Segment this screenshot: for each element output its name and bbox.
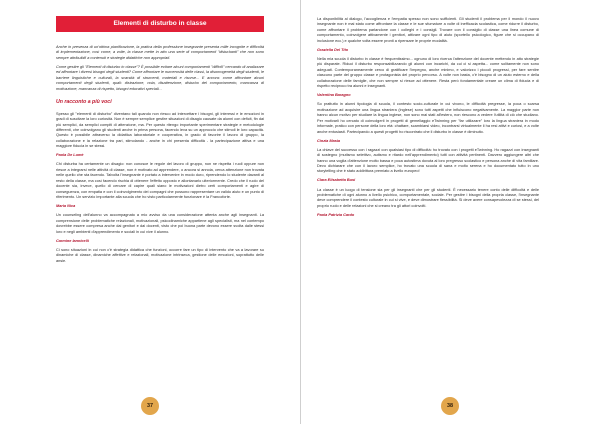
author-name: Cinzia Masia: [317, 138, 341, 143]
body-paragraph: Chi disturba ha certamente un disagio: non conosce le regole del lavoro di gruppo, non ne rispetta i ruoli oppure non riesce a integrarsi nelle attività di classe, non è motivato ad apprendere, o ancora si annoia, cerca attenzione non trovata nelle quello che sta facendo. Talvolta l'insegnante è portato a intervenire in modo duro, riprendendo lo studente davanti al resto della classe, ma così facendo rischia di ottenere l'effetto opposto e allontanarlo ulteriormente. Credo che il ruolo del docente sia, invece, quello di cercare di capire quali siano le motivazioni dietro certi comportamenti e agire di conseguenza, con empatia e con il coinvolgimento dei compagni che possono rappresentare un valido aiuto e un punto di riferimento. Un servizio importante alla scuola che ho visto particolarmente funzionare è la Francoforte.: [56, 162, 264, 200]
author-name: Paola De Lumè: [56, 153, 84, 158]
page-banner: Elementi di disturbo in classe: [56, 16, 264, 32]
page-number: 38: [441, 397, 459, 415]
author-name: Maria Nica: [56, 204, 76, 209]
author-name: Valentina Baragno: [317, 93, 351, 98]
body-paragraph: So prattutto in alunni tipologia di scuola, il contesto socio-culturale in cui vivono, le difficoltà pregresse, la poca o scarsa motivazione ad acquisire una lingua straniera (inglese) sono tutti aspetti che influiscono negativamente. La maggior parte non hanno alcun motivo per studiare la lingua inglese, non sono mai stati all'estero, non riescono a vedere l'utilità di ciò che studiano. Per motivarli ho cercato di coinvolgerli in progetti di gemellaggio eTwinning per "far utilizzare" loro la lingua straniera in modo informale, pratico con persone della loro età: chattare, scambiarsi video, incontrarsi virtualmente li ha resi attivi e curiosi, e a volte anche entusiasti. Partecipando a questi progetti ho riscontrato che il disturbo in classe è diminuito.: [317, 102, 539, 134]
author-name: Clara Elisabetta Busi: [317, 178, 356, 183]
body-paragraph: Un counseling dell'alunno va accompagnato a mio avviso da una considerazione attenta anche agli insegnanti. La comprensione delle problematiche relazionali, motivazionali, psicodinamiche appartiene agli specialisti, ma nel contempo dovrebbe essere compresa anche dai genitori e dai docenti, visto che poi buona parte devono essere svolta dalle stessi loro e negli ambienti d'apprendimento e sociali in cui vive il alunno.: [56, 213, 264, 234]
left-column: [56, 45, 264, 268]
body-paragraph: La classe è un luogo di tensione sia per gli insegnanti che per gli studenti. È necessario tenere conto delle difficoltà e delle problematiche di ogni alunno a livello psichico, comportamentale, sociale. Per gestire i bisogni della propria classe, l'insegnante deve comprendere il contesto culturale in cui si vive, e deve dimostrare flessibilità. Si deve avere consapevolezza di se stessi, del proprio ruolo e delle relazioni che si creano tra gli attori coinvolti.: [317, 187, 539, 208]
intro-paragraph-2: Come gestire gli "Elementi di disturbo in classe"? È possibile evitare alcuni comportamenti "difficili" cercando di analizzare ed affrontare i diversi bisogni degli studenti? Come affrontare le numerosità delle classi, la disomogeneità degli studenti, le barriere linguistiche e culturali, la scarsità di strumenti, materiali e risorse... E ancora: come affrontare alcuni comportamenti degli studenti, quali: distrazione, noia, disattenzione, disturbo del comportamento, mancanza di motivazione, mancanza di rispetto, bisogni educativi speciali...: [56, 64, 264, 91]
author-name: Carmine Iannicelli: [56, 238, 89, 243]
body-paragraph: La disponibilità al dialogo, l'accoglienza e l'empatia spesso non sono sufficienti. Gli studenti il problema per il mondo il nuovo insegnante non è mai stato come affrontare la classe e le sue sfumature a volte di inefficacia scolastica, come ridurre il disturbo, come affrontare il problema parlandone con i colleghi e i consigli. Trovare con il consiglio di classe una linea comune di comportamento, coinvolgere attivamente i genitori, attivare ogni tipo di aiuto (sportello psicologico, figure che si occupano di inclusione ecc.) e qualche volta essere pronti a ripensare le proprie modalità.: [317, 17, 539, 43]
right-column: [317, 17, 539, 222]
body-paragraph: La chiave del successo con i ragazzi con qualsiasi tipo di difficoltà: ho trovato con i progetti eTwinning. Ho ragazzi con insegnanti di sostegno (mutismo selettivo, autismo e ritardo nell'apprendimento) tutti con attività pertinenti. Davvero aggiungere altri che hanno una voglia d'attenzione molto bassa e poca autostima dovuta al loro pregresso scolastico e persona anche di vita familiare. Devo dichiarare che con il lavoro semplice, ho trovato una scuola di sana e molto serena e ho documentato tutto in uno storytelling che è stato addirittura premiato a livello europeo!: [317, 147, 539, 174]
body-paragraph: Ci sono situazioni in cui non c'è strategia didattica che funzioni, occorre fare un tipo di intervento che va a lavorare su dinamiche di classe, dinamiche affettive e relazionali, motivazione intrinseca, gestione delle emozioni, soprattutto delle ansie.: [56, 247, 264, 263]
page-number: 37: [141, 397, 159, 415]
body-paragraph: Spesso gli "elementi di disturbo" diventano tali quando non riesco ad intercettare i bisogni, gli interessi e le emozioni in gradi di suscitare la loro curiosità. Non è sempre semplice gestire situazioni di disagio causate da alunni con deficit, fin dai più semplici, da semplici compiti di attenzione, ma. Per questo ritengo importante sperimentare strategie e metodologie differenti, che coinvolgano gli studenti anche in prima persona, facendo leva su un approccio che stimoli le loro capacità. Questo è possibile attraverso la didattica laboratoriale e cooperativa, in grado di favorire il lavoro di gruppo, la collaborazione e la relazione tra pari, stimolando - anche in chi presenta difficoltà - la partecipazione attiva e una maggiore fiducia in se stessi.: [56, 111, 264, 149]
intro-paragraph-1: Anche in presenza di un'ottima pianificazione, la pratica della professione insegnante presenta mille incognite e difficoltà di implementazione, così come, a volte, la classe mette in atto una serie di comportamenti "disturbanti" che non sono sempre attribuibili a contenuti e strategie didattiche non appropriati.: [56, 45, 264, 60]
author-name: Graziella Del Tito: [317, 47, 349, 52]
author-name: Paola Patrizia Cardo: [317, 212, 355, 217]
section-title: Un racconto a più voci: [56, 99, 112, 106]
body-paragraph: Nella mia scuola il disturbo in classe è frequentissimo... ognuno di loro ricerca l'attenzione del docente mettendo in atto strategie più disparate. Riduci il disturbo responsabilizzando gli alunni con incarichi, da cui ci si aspetta... come solitamente non sono adeguati. Contemporaneamente cerco di gratificare l'impegno, anche minimo, e valorizzo i piccoli progressi, per fare sentire ciascuno parte del gruppo classe e protagonista del proprio percorso. A volte non basta, c'è bisogno di un aiuto esterno e della collaborazione delle famiglie, che non sempre si riesce ad ottenere. Resta però fondamentale creare un clima di fiducia e di rispetto reciproco tra alunni e insegnanti.: [317, 56, 539, 89]
right-page: [300, 0, 600, 424]
